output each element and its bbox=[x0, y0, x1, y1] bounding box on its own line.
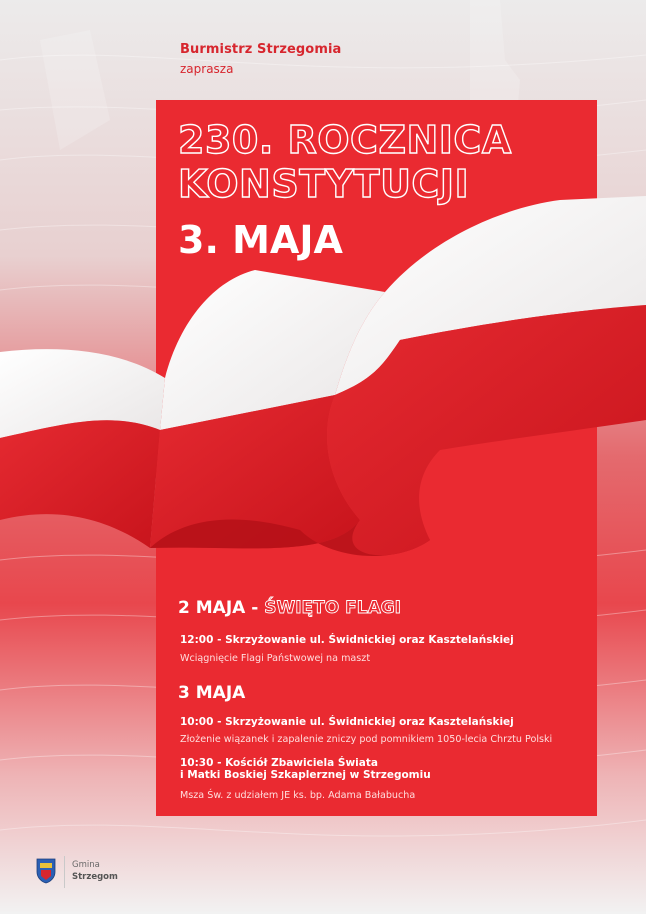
event-3-heading-line-1: 10:30 - Kościół Zbawiciela Świata bbox=[180, 757, 378, 769]
coat-of-arms-icon bbox=[36, 858, 56, 884]
title-line-2: KONSTYTUCJI bbox=[178, 162, 470, 206]
logo-divider bbox=[64, 856, 65, 888]
invite-label: zaprasza bbox=[180, 62, 234, 76]
flag-ribbon bbox=[0, 190, 646, 610]
flag-left-red bbox=[0, 420, 160, 548]
day1-subtitle: ŚWIĘTO FLAGI bbox=[264, 598, 401, 618]
logo-text-strzegom: Strzegom bbox=[72, 872, 118, 882]
title-line-1: 230. ROCZNICA bbox=[178, 118, 512, 162]
host-name: Burmistrz Strzegomia bbox=[180, 42, 342, 57]
day1-separator: - bbox=[245, 598, 265, 618]
event-2-description: Złożenie wiązanek i zapalenie zniczy pod pomnikiem 1050-lecia Chrztu Polski bbox=[180, 734, 553, 745]
event-1-heading: 12:00 - Skrzyżowanie ul. Świdnickiej oraz Kasztelańskiej bbox=[180, 634, 514, 646]
title-line-3: 3. MAJA bbox=[178, 218, 343, 262]
logo-text-gmina: Gmina bbox=[72, 860, 100, 870]
day1-label: 2 MAJA bbox=[178, 598, 246, 618]
event-3-description: Msza Św. z udziałem JE ks. bp. Adama Bałabucha bbox=[180, 790, 416, 801]
event-1-description: Wciągnięcie Flagi Państwowej na maszt bbox=[180, 653, 371, 664]
event-2-heading: 10:00 - Skrzyżowanie ul. Świdnickiej oraz Kasztelańskiej bbox=[180, 716, 514, 728]
day1-heading bbox=[178, 598, 401, 618]
day2-heading: 3 MAJA bbox=[178, 683, 246, 703]
municipality-logo bbox=[36, 856, 126, 896]
event-3-heading-line-2: i Matki Boskiej Szkaplerznej w Strzegomiu bbox=[180, 769, 431, 781]
